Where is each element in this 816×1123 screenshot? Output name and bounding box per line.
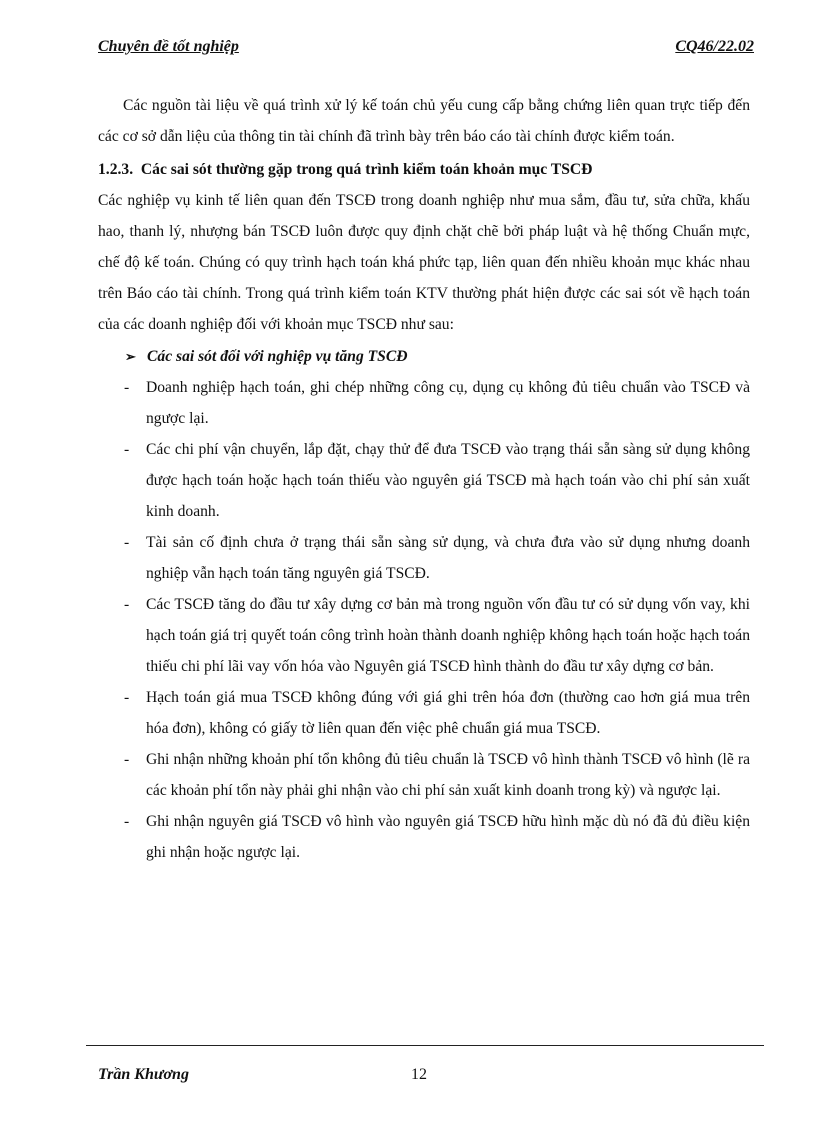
dash-bullet: -: [124, 379, 130, 396]
header-code: CQ46/22.02: [675, 38, 754, 55]
section-number: 1.2.3.: [98, 161, 134, 178]
dash-bullet: -: [124, 813, 130, 830]
list-item-text: Các TSCĐ tăng do đầu tư xây dựng cơ bản mà trong nguồn vốn đầu tư có sử dụng vốn vay, khi hạch toán giá trị quyết toán công trình hoàn thành doanh nghiệp không hạch toán hoặc hạch toán thiếu chi phí lãi vay vốn hóa vào Nguyên giá TSCĐ hình thành do đầu tư xây dựng cơ bản.: [146, 596, 750, 675]
section-title: Các sai sót thường gặp trong quá trình kiểm toán khoản mục TSCĐ: [140, 161, 593, 178]
page-header: [98, 38, 754, 62]
footer-divider: [86, 1045, 764, 1046]
dash-bullet: -: [124, 534, 130, 551]
section-paragraph: Các nghiệp vụ kinh tế liên quan đến TSCĐ trong doanh nghiệp như mua sắm, đầu tư, sửa chữa, khấu hao, thanh lý, nhượng bán TSCĐ luôn được quy định chặt chẽ bởi pháp luật và hệ thống Chuẩn mực, chế độ kế toán. Chúng có quy trình hạch toán khá phức tạp, liên quan đến nhiều khoản mục khác nhau trên Báo cáo tài chính. Trong quá trình kiểm toán KTV thường phát hiện được các sai sót về hạch toán của các doanh nghiệp đối với khoản mục TSCĐ như sau:: [98, 192, 750, 333]
section-heading: [98, 154, 750, 185]
list-item: [98, 744, 750, 806]
arrow-bullet-icon: ➢: [125, 349, 136, 364]
list-item-text: Doanh nghiệp hạch toán, ghi chép những công cụ, dụng cụ không đủ tiêu chuẩn vào TSCĐ và ngược lại.: [146, 379, 750, 427]
dash-bullet: -: [124, 689, 130, 706]
intro-paragraph: Các nguồn tài liệu về quá trình xử lý kế toán chủ yếu cung cấp bằng chứng liên quan trực tiếp đến các cơ sở dẫn liệu của thông tin tài chính đã trình bày trên báo cáo tài chính được kiểm toán.: [98, 97, 750, 145]
list-item-text: Ghi nhận những khoản phí tổn không đủ tiêu chuẩn là TSCĐ vô hình thành TSCĐ vô hình (lẽ ra các khoản phí tổn này phải ghi nhận vào chi phí sản xuất kinh doanh trong kỳ) và ngược lại.: [146, 751, 750, 799]
page-number: 12: [411, 1066, 427, 1083]
list-item: [98, 372, 750, 434]
list-item: [98, 527, 750, 589]
list-item: [98, 589, 750, 682]
list-item-text: Các chi phí vận chuyển, lắp đặt, chạy thử để đưa TSCĐ vào trạng thái sẵn sàng sử dụng không được hạch toán hoặc hạch toán thiếu vào nguyên giá TSCĐ mà hạch toán vào chi phí sản xuất kinh doanh.: [146, 441, 750, 520]
subheading-text: Các sai sót đối với nghiệp vụ tăng TSCĐ: [147, 348, 408, 365]
dash-bullet: -: [124, 596, 130, 613]
list-item-text: Tài sản cố định chưa ở trạng thái sẵn sàng sử dụng, và chưa đưa vào sử dụng nhưng doanh nghiệp vẫn hạch toán tăng nguyên giá TSCĐ.: [146, 534, 750, 582]
list-item-text: Ghi nhận nguyên giá TSCĐ vô hình vào nguyên giá TSCĐ hữu hình mặc dù nó đã đủ điều kiện ghi nhận hoặc ngược lại.: [146, 813, 750, 861]
dash-bullet: -: [124, 441, 130, 458]
list-item: [98, 806, 750, 868]
list-item-text: Hạch toán giá mua TSCĐ không đúng với giá ghi trên hóa đơn (thường cao hơn giá mua trên hóa đơn), không có giấy tờ liên quan đến việc phê chuẩn giá mua TSCĐ.: [146, 689, 750, 737]
subheading: [98, 341, 750, 372]
footer-author: Trần Khương: [98, 1066, 189, 1083]
list-item: [98, 434, 750, 527]
list-item: [98, 682, 750, 744]
page-content: [98, 90, 750, 868]
dash-bullet: -: [124, 751, 130, 768]
header-title: Chuyên đề tốt nghiệp: [98, 38, 239, 55]
